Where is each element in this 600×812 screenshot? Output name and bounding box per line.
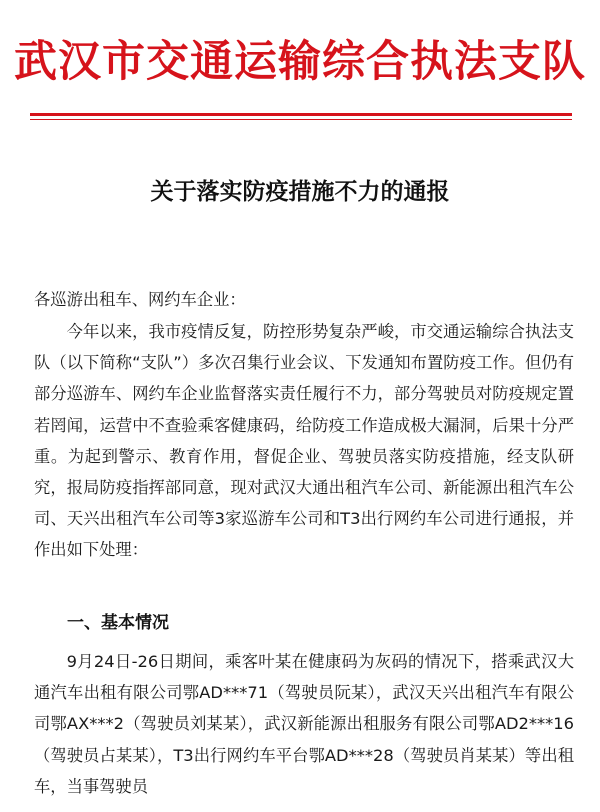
document-title: 关于落实防疫措施不力的通报 (150, 178, 450, 205)
paragraph-basic-situation: 9月24日-26日期间，乘客叶某在健康码为灰码的情况下，搭乘武汉大通汽车出租有限公司鄂AD***71（驾驶员阮某），武汉天兴出租汽车有限公司鄂AX***2（驾驶员刘某某），武汉新能源出租服务有限公司鄂AD2***16（驾驶员占某某），T3出行网约车平台鄂AD***28（驾驶员肖某某）等出租车，当事驾驶员 (34, 652, 574, 796)
masthead: 武汉市交通运输综合执法支队 (14, 37, 586, 87)
salutation: 各巡游出租车、网约车企业： (34, 290, 246, 309)
masthead-rule-thin (30, 119, 572, 120)
masthead-rule-thick (30, 113, 572, 116)
section-heading: 一、基本情况 (67, 613, 169, 633)
paragraph-intro: 今年以来，我市疫情反复，防控形势复杂严峻，市交通运输综合执法支队（以下简称“支队”）多次召集行业会议、下发通知布置防疫工作。但仍有部分巡游车、网约车企业监督落实责任履行不力，部分驾驶员对防疫规定置若罔闻，运营中不查验乘客健康码，给防疫工作造成极大漏洞，后果十分严重。为起到警示、教育作用，督促企业、驾驶员落实防疫措施，经支队研究，报局防疫指挥部同意，现对武汉大通出租汽车公司、新能源出租汽车公司、天兴出租汽车公司等3家巡游车公司和T3出行网约车公司进行通报，并作出如下处理： (34, 322, 574, 560)
